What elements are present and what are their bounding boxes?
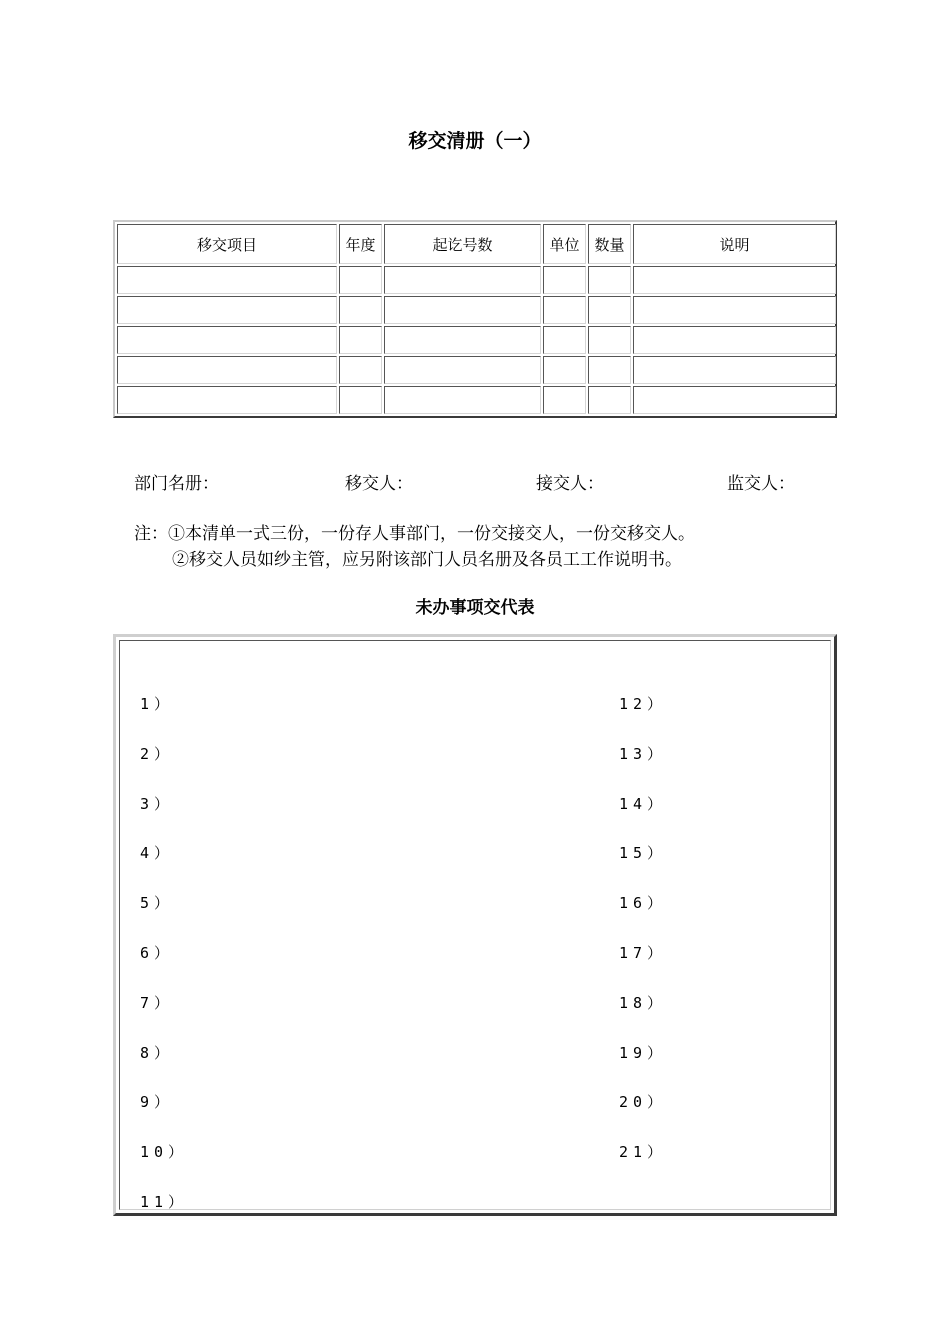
transfer-list-table — [113, 220, 837, 418]
table-cell[interactable] — [633, 386, 836, 414]
table-cell[interactable] — [384, 266, 541, 294]
page-title: 移交清册（一） — [408, 130, 542, 152]
table-cell[interactable] — [588, 386, 631, 414]
pending-item-number: 9） — [140, 1093, 175, 1112]
pending-item-number: 11） — [140, 1193, 189, 1211]
table-cell[interactable] — [588, 266, 631, 294]
pending-item-number: 2） — [140, 744, 175, 763]
dept-roster-label: 部门名册： — [134, 474, 219, 494]
table-cell[interactable] — [117, 296, 337, 324]
pending-item-number: 21） — [619, 1143, 668, 1162]
table-cell[interactable] — [633, 356, 836, 384]
pending-item-number: 17） — [619, 944, 668, 962]
table-cell[interactable] — [543, 266, 586, 294]
pending-item-number: 14） — [619, 794, 668, 813]
col-header-unit: 单位 — [543, 224, 586, 264]
pending-item-number: 20） — [619, 1093, 668, 1112]
table-row — [117, 266, 836, 294]
table-cell[interactable] — [384, 356, 541, 384]
table-cell[interactable] — [117, 386, 337, 414]
table-cell[interactable] — [543, 386, 586, 414]
col-header-number-range: 起讫号数 — [384, 224, 541, 264]
table-row — [117, 386, 836, 414]
table-cell[interactable] — [543, 356, 586, 384]
table-cell[interactable] — [633, 296, 836, 324]
table-cell[interactable] — [588, 356, 631, 384]
table-cell[interactable] — [339, 356, 382, 384]
pending-item-number: 15） — [619, 844, 668, 863]
table-cell[interactable] — [339, 386, 382, 414]
pending-item-number: 7） — [140, 993, 175, 1012]
col-header-quantity: 数量 — [588, 224, 631, 264]
table-cell[interactable] — [543, 296, 586, 324]
table-cell[interactable] — [339, 326, 382, 354]
col-header-remarks: 说明 — [633, 224, 836, 264]
supervisor-label: 监交人： — [727, 474, 795, 494]
pending-item-number: 4） — [140, 844, 175, 863]
table-cell[interactable] — [588, 326, 631, 354]
table-cell[interactable] — [384, 326, 541, 354]
table-cell[interactable] — [339, 266, 382, 294]
table-cell[interactable] — [543, 326, 586, 354]
pending-items-box — [113, 634, 837, 1216]
table-cell[interactable] — [117, 356, 337, 384]
table-cell[interactable] — [384, 296, 541, 324]
pending-items-inner-border — [119, 640, 831, 1210]
pending-item-number: 16） — [619, 894, 668, 913]
pending-item-number: 18） — [619, 993, 668, 1012]
pending-item-number: 3） — [140, 794, 175, 813]
transferor-label: 移交人： — [345, 474, 413, 494]
note-line-1: 注：①本清单一式三份，一份存人事部门，一份交接交人，一份交移交人。 — [134, 524, 695, 544]
pending-item-number: 1） — [140, 695, 175, 713]
table-cell[interactable] — [117, 326, 337, 354]
table-cell[interactable] — [633, 326, 836, 354]
receiver-label: 接交人： — [536, 474, 604, 494]
table-cell[interactable] — [633, 266, 836, 294]
pending-item-number: 6） — [140, 944, 175, 962]
pending-item-number: 13） — [619, 744, 668, 763]
col-header-year: 年度 — [339, 224, 382, 264]
table-row — [117, 296, 836, 324]
table-row — [117, 326, 836, 354]
table-cell[interactable] — [339, 296, 382, 324]
note-line-2: ②移交人员如纱主管，应另附该部门人员名册及各员工工作说明书。 — [172, 550, 682, 570]
pending-item-number: 12） — [619, 695, 668, 713]
table-row — [117, 356, 836, 384]
table-cell[interactable] — [117, 266, 337, 294]
pending-items-title: 未办事项交代表 — [415, 598, 535, 618]
pending-item-number: 19） — [619, 1043, 668, 1062]
table-cell[interactable] — [588, 296, 631, 324]
pending-item-number: 10） — [140, 1143, 189, 1162]
col-header-item: 移交项目 — [117, 224, 337, 264]
table-cell[interactable] — [384, 386, 541, 414]
pending-item-number: 8） — [140, 1043, 175, 1062]
table-header-row — [117, 224, 836, 264]
pending-item-number: 5） — [140, 894, 175, 913]
